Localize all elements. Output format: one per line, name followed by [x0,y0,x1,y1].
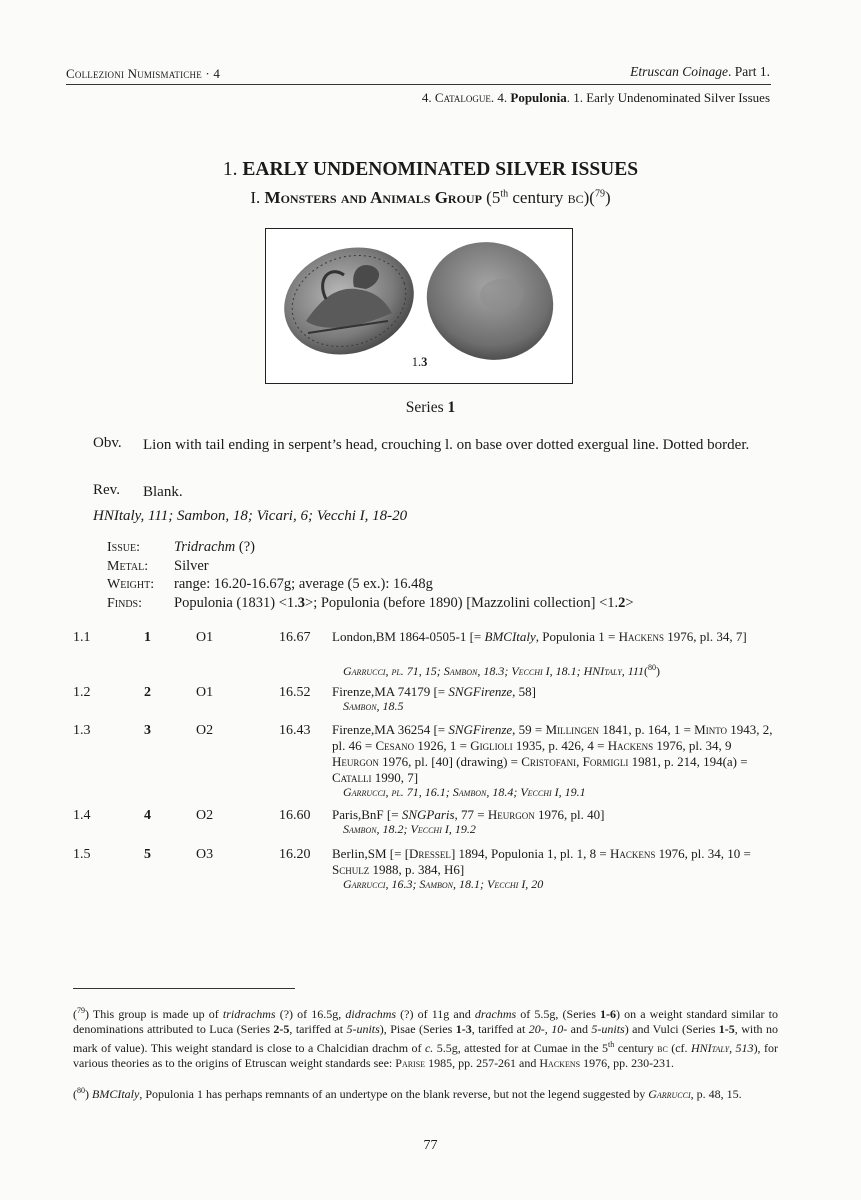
specimen-weight: 16.67 [279,630,311,645]
issue-label: Issue: [107,540,141,555]
finds-label: Finds: [107,596,143,611]
group-title: I. Monsters and Animals Group (5th century bc)($^{79}$) [250,188,611,207]
specimen-index: 5 [144,847,151,862]
specimen-number: 1.3 [73,723,91,738]
coin-caption: 1.3 [411,355,428,369]
weight-value: range: 16.20-16.67g; average (5 ex.): 16.48g [174,576,433,592]
specimen-literature: Sambon, 18.2; Vecchi I, 19.2 [343,822,476,836]
specimen-literature: Garrucci, pl. 71, 15; Sambon, 18.3; Vecchi I, 18.1; HNItaly, 111($^{80}$) [343,663,661,678]
obverse-label: Obv. [93,435,122,451]
specimen-literature: Garrucci, 16.3; Sambon, 18.1; Vecchi I, 20 [343,877,544,891]
specimen-index: 3 [144,723,151,738]
finds-value: Populonia (1831) <1.3>; Populonia (before 1890) [Mazzolini collection] <1.2> [174,595,634,611]
die-label: O3 [196,847,214,862]
specimen-literature: Garrucci, pl. 71, 16.1; Sambon, 18.4; Vecchi I, 19.1 [343,785,586,799]
running-header-left: Collezioni Numismatiche · 4 [66,66,221,81]
weight-label: Weight: [107,577,155,592]
specimen-number: 1.2 [73,685,91,700]
obverse-text: Lion with tail ending in serpent’s head, crouching l. on base over dotted exergual line. Dotted border. [143,437,750,453]
specimen-number: 1.1 [73,630,91,645]
specimen-number: 1.5 [73,847,91,862]
specimen-source: Berlin,SM [= [Dressel] 1894, Populonia 1, pl. 1, 8 = Hackens 1976, pl. 34, 10 = Schulz 1988, p. 384, H6] [332,846,751,877]
die-label: O2 [196,808,214,823]
specimen-source: London,BM 1864-0505-1 [= BMCItaly, Populonia 1 = Hackens 1976, pl. 34, 7] [332,629,747,644]
metal-label: Metal: [107,559,149,574]
specimen-source: Firenze,MA 74179 [= SNGFirenze, 58] [332,684,537,699]
issue-value: Tridrachm (?) [174,539,255,555]
specimen-source: Paris,BnF [= SNGParis, 77 = Heurgon 1976, pl. 40] [332,807,605,822]
running-subheader: 4. Catalogue. 4. Populonia. 1. Early Undenominated Silver Issues [421,90,770,105]
specimen-weight: 16.60 [279,808,311,823]
specimen-literature: Sambon, 18.5 [343,699,404,713]
metal-value: Silver [174,558,209,574]
die-label: O1 [196,630,214,645]
footnote-80: ($^{80}$) BMCItaly, Populonia 1 has perhaps remnants of an undertype on the blank reverse, but not the legend suggested by Garrucci, p. 48, 15. [73,1086,742,1101]
page-number: 77 [423,1138,438,1153]
footnote-rule [73,988,295,989]
specimen-weight: 16.43 [279,723,311,738]
specimen-index: 2 [144,685,151,700]
series-heading: Series 1 [405,399,456,416]
reverse-text: Blank. [143,484,183,500]
specimen-source: Firenze,MA 36254 [= SNGFirenze, 59 = Millingen 1841, p. 164, 1 = Minto 1943, 2, pl. 46 = Cesano 1926, 1 = Giglioli 1935, p. 426, 4 = Hackens 1976, pl. 34, 9 Heurgon 1976, pl. [40] (drawing) = Cristofani, Formigli 1981, p. 214, 194(a) = Catalli 1990, 7] [332,722,773,785]
references: HNItaly, 111; Sambon, 18; Vicari, 6; Vecchi I, 18-20 [93,508,408,524]
header-rule [66,84,771,85]
die-label: O1 [196,685,214,700]
footnote-79: ($^{79}$) This group is made up of tridrachms (?) of 16.5g, didrachms (?) of 11g and drachms of 5.5g, (Series 1-6) on a weight standard similar to denominations attributed to Luca (Series 2-5, tariffed at 5-units), Pisae (Series 1-3, tariffed at 20-, 10- and 5-units) and Vulci (Series 1-5, with no mark of value). This weight standard is close to a Chalcidian drachm of c. 5.5g, attested for at Cumae in the 5th century bc (cf. HNItaly, 513), for various theories as to the origins of Etruscan weight standards see: Parise 1985, pp. 257-261 and Hackens 1976, pp. 230-231. [73,1006,778,1070]
specimen-index: 1 [144,630,151,645]
specimen-index: 4 [144,808,151,823]
running-header-right: Etruscan Coinage. Part 1. [630,64,770,79]
die-label: O2 [196,723,214,738]
specimen-number: 1.4 [73,808,91,823]
section-title: 1. EARLY UNDENOMINATED SILVER ISSUES [222,159,639,180]
coin-obverse [270,231,428,371]
specimen-weight: 16.52 [279,685,311,700]
reverse-label: Rev. [93,482,120,498]
specimen-weight: 16.20 [279,847,311,862]
